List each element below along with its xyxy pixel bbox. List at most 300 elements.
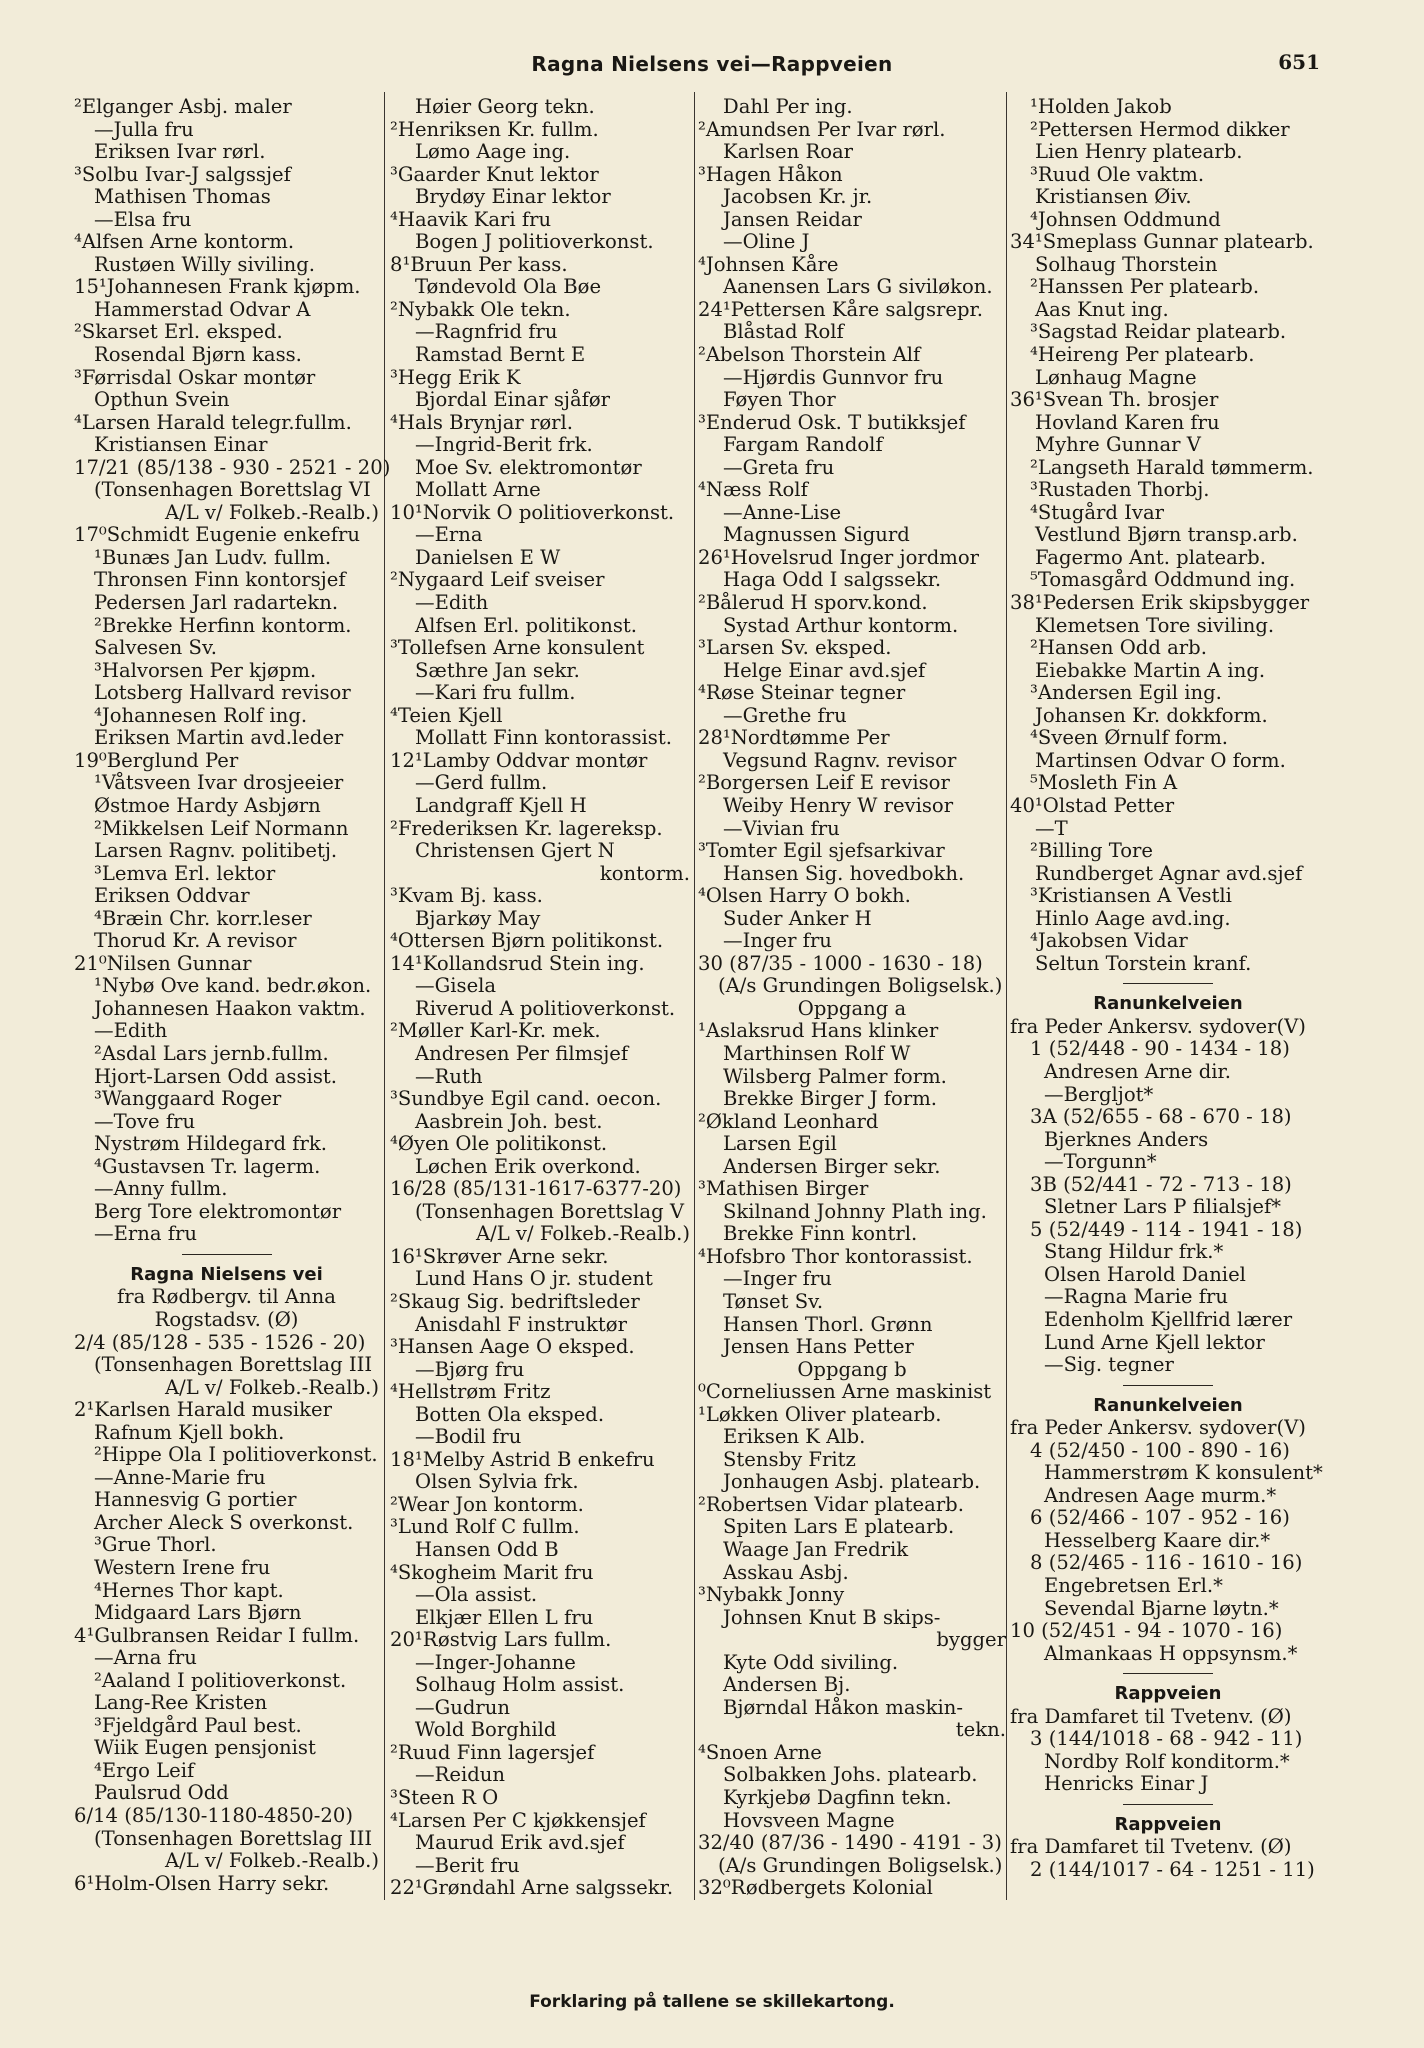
directory-entry: ⁴Ergo Leif	[94, 1758, 195, 1782]
directory-entry: Bjarkøy May	[415, 906, 541, 930]
directory-entry: Rosendal Bjørn kass.	[94, 343, 302, 367]
directory-entry: —Anne-Lise	[723, 500, 842, 524]
directory-entry: (Tonsenhagen Borettslag V	[415, 1199, 684, 1223]
directory-entry: ⁴Johnsen Kåre	[698, 252, 839, 276]
directory-entry: —Grethe fru	[723, 703, 847, 727]
directory-entry: ²Borgersen Leif E revisor	[698, 771, 950, 795]
directory-entry: 21⁰Nilsen Gunnar	[74, 951, 252, 975]
directory-entry: Western Irene fru	[94, 1556, 271, 1579]
directory-entry: Hansen Sig. hovedbokh.	[723, 861, 965, 885]
directory-entry: ³Wanggaard Roger	[94, 1087, 282, 1111]
directory-entry: 34¹Smeplass Gunnar platearb.	[1010, 230, 1314, 254]
directory-entry: Moe Sv. elektromontør	[415, 455, 642, 479]
directory-entry: ⁴Stugård Ivar	[1030, 500, 1164, 524]
directory-entry: ³Tollefsen Arne konsulent	[390, 636, 645, 660]
directory-entry: 6¹Holm-Olsen Harry sekr.	[74, 1871, 330, 1895]
directory-entry: ⁴Johnsen Oddmund	[1030, 207, 1221, 231]
directory-entry: fra Damfaret til Tvetenv. (Ø)	[1010, 1704, 1292, 1728]
directory-entry: Myhre Gunnar V	[1035, 433, 1201, 457]
directory-entry: ³Larsen Sv. eksped.	[698, 636, 892, 660]
directory-entry: Karlsen Roar	[723, 140, 854, 164]
directory-entry: Hansen Thorl. Grønn	[723, 1312, 933, 1336]
directory-entry: Lotsberg Hallvard revisor	[94, 681, 351, 705]
directory-entry: Andersen Bj.	[723, 1673, 851, 1697]
directory-entry: Larsen Ragnv. politibetj.	[94, 839, 338, 863]
directory-entry: Oppgang b	[797, 1357, 907, 1381]
directory-entry: ⁴Snoen Arne	[698, 1740, 822, 1764]
directory-entry: ³Lemva Erl. lektor	[94, 861, 276, 885]
directory-entry: —Julla fru	[94, 117, 194, 141]
directory-entry: —Anny fullm.	[94, 1177, 228, 1201]
directory-entry: Hesselberg Kaare dir.*	[1044, 1528, 1271, 1552]
directory-entry: —Sig. tegner	[1044, 1353, 1174, 1377]
directory-entry: ⁴Larsen Per C kjøkkensjef	[390, 1808, 646, 1832]
directory-column-4	[1010, 96, 1326, 1882]
directory-entry: Paulsrud Odd	[94, 1781, 229, 1805]
directory-entry: ⁴Heireng Per platearb.	[1030, 343, 1255, 367]
street-heading: Rappveien	[1114, 1813, 1222, 1835]
directory-entry: Danielsen E W	[415, 545, 561, 569]
directory-entry: Jonhaugen Asbj. platearb.	[723, 1470, 981, 1494]
directory-entry: Olsen Harold Daniel	[1044, 1262, 1246, 1286]
directory-entry: Olsen Sylvia frk.	[415, 1470, 579, 1494]
directory-entry: Bogen J politioverkonst.	[415, 230, 654, 254]
directory-entry: ⁴Næss Rolf	[698, 478, 808, 502]
directory-entry: Berg Tore elektromontør	[94, 1199, 342, 1223]
directory-entry: ⁴Skogheim Marit fru	[390, 1560, 594, 1584]
directory-entry: Brekke Birger J form.	[723, 1087, 938, 1111]
directory-entry: 18¹Melby Astrid B enkefru	[390, 1447, 655, 1471]
directory-entry: ⁴Olsen Harry O bokh.	[698, 884, 911, 908]
directory-entry: Lund Arne Kjell lektor	[1044, 1330, 1265, 1354]
directory-entry: ⁴Larsen Harald telegr.fullm.	[74, 410, 352, 434]
directory-entry: Bjørndal Håkon maskin-	[723, 1695, 963, 1719]
directory-entry: —Anne-Marie fru	[94, 1465, 266, 1489]
directory-entry: ⁴Hernes Thor kapt.	[94, 1578, 284, 1602]
directory-entry: —Bjørg fru	[415, 1357, 525, 1381]
directory-entry: ⁴Johannesen Rolf ing.	[94, 703, 308, 727]
directory-entry: ⁴Hals Brynjar rørl.	[390, 410, 574, 434]
directory-entry: A/L v/ Folkeb.-Realb.)	[164, 500, 379, 524]
directory-entry: Lang-Ree Kristen	[94, 1691, 268, 1715]
directory-entry: Johnsen Knut B skips-	[723, 1605, 941, 1629]
directory-entry: Nordby Rolf konditorm.*	[1044, 1749, 1290, 1773]
directory-entry: tekn.	[955, 1718, 1006, 1742]
directory-entry: Botten Ola eksped.	[415, 1402, 605, 1426]
directory-entry: ³Kristiansen A Vestli	[1030, 884, 1232, 908]
directory-entry: ³Ruud Ole vaktm.	[1030, 162, 1205, 186]
directory-entry: Thorud Kr. A revisor	[94, 929, 297, 953]
directory-entry: —Oline J	[723, 230, 810, 254]
directory-entry: Hinlo Aage avd.ing.	[1035, 906, 1231, 930]
directory-entry: Wiik Eugen pensjonist	[94, 1736, 316, 1760]
directory-entry: Hjort-Larsen Odd assist.	[94, 1064, 337, 1088]
directory-entry: Waage Jan Fredrik	[723, 1538, 909, 1561]
directory-entry: fra Damfaret til Tvetenv. (Ø)	[1010, 1835, 1292, 1859]
directory-entry: 17⁰Schmidt Eugenie enkefru	[74, 523, 360, 547]
directory-entry: Tønset Sv.	[723, 1289, 824, 1313]
directory-entry: Hansen Odd B	[415, 1538, 559, 1561]
directory-entry: Tøndevold Ola Bøe	[415, 275, 602, 299]
directory-entry: Lund Hans O jr. student	[415, 1267, 653, 1291]
directory-entry: ²Brekke Herfinn kontorm.	[94, 613, 352, 637]
directory-entry: Nystrøm Hildegard frk.	[94, 1132, 327, 1156]
directory-entry: Sletner Lars P filialsjef*	[1044, 1195, 1282, 1219]
directory-entry: —Gerd fullm.	[415, 771, 548, 795]
directory-entry: Johannesen Haakon vaktm.	[94, 996, 366, 1020]
directory-entry: 2¹Karlsen Harald musiker	[74, 1398, 332, 1422]
directory-entry: Riverud A politioverkonst.	[415, 996, 676, 1020]
directory-entry: ²Økland Leonhard	[698, 1109, 879, 1133]
directory-entry: 16/28 (85/131-1617-6377-20)	[390, 1177, 682, 1201]
directory-entry: 36¹Svean Th. brosjer	[1010, 388, 1219, 412]
directory-entry: Løchen Erik overkond.	[415, 1154, 641, 1178]
directory-entry: Marthinsen Rolf W	[723, 1041, 911, 1065]
directory-entry: A/L v/ Folkeb.-Realb.)	[164, 1375, 379, 1399]
directory-entry: Anisdahl F instruktør	[415, 1312, 627, 1336]
directory-entry: ²Aaland I politioverkonst.	[94, 1668, 347, 1692]
directory-entry: Aas Knut ing.	[1035, 297, 1169, 321]
directory-entry: —Vivian fru	[723, 816, 840, 840]
directory-entry: 26¹Hovelsrud Inger jordmor	[698, 545, 980, 569]
directory-entry: ⁴Hofsbro Thor kontorassist.	[698, 1244, 973, 1268]
directory-entry: Kristiansen Einar	[94, 433, 268, 457]
directory-entry: ³Førrisdal Oskar montør	[74, 365, 316, 389]
directory-entry: —Edith	[94, 1019, 168, 1043]
street-heading: Rappveien	[1114, 1683, 1222, 1705]
directory-entry: ³Sagstad Reidar platearb.	[1030, 320, 1287, 344]
directory-entry: Kristiansen Øiv.	[1035, 185, 1192, 209]
column-rule	[694, 92, 695, 1900]
directory-entry: —Tove fru	[94, 1109, 196, 1133]
directory-entry: Engebretsen Erl.*	[1044, 1574, 1223, 1597]
directory-entry: A/L v/ Folkeb.-Realb.)	[164, 1849, 379, 1873]
directory-entry: Brydøy Einar lektor	[415, 185, 611, 209]
directory-entry: 16¹Skrøver Arne sekr.	[390, 1244, 609, 1268]
directory-entry: ³Steen R O	[390, 1786, 499, 1810]
directory-entry: ³Grue Thorl.	[94, 1533, 217, 1557]
directory-entry: ²Abelson Thorstein Alf	[698, 343, 921, 367]
directory-entry: ¹Bunæs Jan Ludv. fullm.	[94, 545, 332, 569]
directory-entry: Johansen Kr. dokkform.	[1035, 703, 1268, 727]
directory-entry: Vegsund Ragnv. revisor	[723, 748, 957, 772]
directory-entry: ³Mathisen Birger	[698, 1177, 869, 1201]
directory-entry: ³Rustaden Thorbj.	[1030, 478, 1210, 502]
directory-entry: Eriksen Oddvar	[94, 884, 250, 908]
directory-entry: fra Peder Ankersv. sydover(V)	[1010, 1014, 1306, 1038]
directory-entry: ⁴Sveen Ørnulf form.	[1030, 726, 1229, 750]
directory-entry: Føyen Thor	[723, 388, 836, 412]
directory-entry: Brekke Finn kontrl.	[723, 1222, 918, 1246]
directory-entry: ³Fjeldgård Paul best.	[94, 1713, 302, 1737]
directory-entry: Edenholm Kjellfrid lærer	[1044, 1307, 1293, 1331]
directory-entry: Hammerstrøm K konsulent*	[1044, 1461, 1323, 1485]
directory-entry: Mathisen Thomas	[94, 185, 271, 209]
directory-entry: Skilnand Johnny Plath ing.	[723, 1199, 987, 1223]
directory-entry: Seltun Torstein kranf.	[1035, 951, 1252, 975]
directory-entry: ³Enderud Osk. T butikksjef	[698, 410, 966, 434]
directory-entry: ²Mikkelsen Leif Normann	[94, 816, 349, 840]
directory-entry: ¹Løkken Oliver platearb.	[698, 1402, 942, 1426]
directory-entry: 20¹Røstvig Lars fullm.	[390, 1628, 612, 1652]
page-title: Ragna Nielsens vei—Rappveien	[531, 52, 893, 76]
directory-entry: 40¹Olstad Petter	[1010, 793, 1175, 817]
directory-entry: —Greta fru	[723, 455, 835, 479]
directory-entry: 10 (52/451 - 94 - 1070 - 16)	[1010, 1619, 1283, 1643]
directory-entry: —Ingrid-Berit frk.	[415, 433, 593, 457]
directory-entry: Wilsberg Palmer form.	[723, 1064, 947, 1088]
directory-entry: Oppgang a	[797, 996, 907, 1020]
directory-entry: Magnussen Sigurd	[723, 523, 910, 547]
directory-entry: Archer Aleck S overkonst.	[94, 1510, 354, 1534]
directory-entry: ²Pettersen Hermod dikker	[1030, 117, 1290, 141]
directory-entry: ³Gaarder Knut lektor	[390, 162, 599, 186]
directory-entry: (A/s Grundingen Boligselsk.)	[718, 974, 1003, 998]
directory-entry: —Ruth	[415, 1064, 483, 1088]
directory-entry: —Arna fru	[94, 1646, 197, 1670]
directory-entry: ⁴Røse Steinar tegner	[698, 681, 906, 705]
directory-entry: —Elsa fru	[94, 207, 192, 231]
directory-entry: ³Andersen Egil ing.	[1030, 681, 1222, 705]
directory-entry: ³Nybakk Jonny	[698, 1583, 845, 1607]
directory-entry: 3 (144/1018 - 68 - 942 - 11)	[1030, 1727, 1303, 1751]
directory-entry: 24¹Pettersen Kåre salgsrepr.	[698, 297, 983, 321]
directory-entry: ³Halvorsen Per kjøpm.	[94, 658, 317, 682]
directory-entry: 22¹Grøndahl Arne salgssekr.	[390, 1876, 674, 1900]
directory-entry: ²Frederiksen Kr. lagereksp.	[390, 816, 663, 840]
directory-entry: ²Amundsen Per Ivar rørl.	[698, 117, 946, 141]
directory-entry: Haga Odd I salgssekr.	[723, 568, 942, 592]
directory-entry: ²Langseth Harald tømmerm.	[1030, 455, 1314, 479]
directory-entry: ²Skarset Erl. eksped.	[74, 320, 283, 344]
directory-entry: ²Nygaard Leif sveiser	[390, 568, 605, 592]
directory-entry: 8¹Bruun Per kass.	[390, 252, 568, 276]
directory-entry: Fargam Randolf	[723, 433, 883, 457]
directory-entry: Elkjær Ellen L fru	[415, 1605, 594, 1629]
directory-entry: ³Tomter Egil sjefsarkivar	[698, 839, 945, 863]
directory-entry: Solbakken Johs. platearb.	[723, 1763, 978, 1787]
directory-entry: ⁰Corneliussen Arne maskinist	[698, 1380, 992, 1404]
directory-entry: Hovsveen Magne	[723, 1808, 895, 1832]
directory-entry: 10¹Norvik O politioverkonst.	[390, 500, 675, 524]
directory-entry: (A/s Grundingen Boligselsk.)	[718, 1853, 1003, 1877]
directory-column-1	[74, 95, 391, 1895]
column-rule	[384, 92, 385, 1900]
directory-entry: 4 (52/450 - 100 - 890 - 16)	[1030, 1438, 1290, 1462]
directory-entry: ⁴Alfsen Arne kontorm.	[74, 230, 295, 254]
directory-entry: ⁴Ottersen Bjørn politikonst.	[390, 929, 664, 953]
directory-entry: Opthun Svein	[94, 388, 230, 412]
directory-entry: Lien Henry platearb.	[1035, 140, 1243, 164]
directory-entry: Weiby Henry W revisor	[723, 793, 954, 817]
directory-entry: Blåstad Rolf	[723, 320, 844, 344]
directory-entry: Almankaas H oppsynsm.*	[1044, 1641, 1298, 1665]
directory-entry: 8 (52/465 - 116 - 1610 - 16)	[1030, 1551, 1303, 1575]
directory-entry: Asskau Asbj.	[723, 1560, 849, 1584]
directory-entry: Rogstadsv. (Ø)	[154, 1307, 299, 1331]
directory-entry: —Gudrun	[415, 1695, 511, 1719]
directory-entry: Andresen Arne dir.	[1044, 1059, 1231, 1083]
directory-entry: Suder Anker H	[723, 906, 872, 930]
directory-entry: Jansen Reidar	[723, 207, 862, 231]
directory-entry: —Kari fru fullm.	[415, 681, 576, 705]
directory-entry: ³Kvam Bj. kass.	[390, 884, 543, 908]
directory-entry: ²Bålerud H sporv.kond.	[698, 591, 928, 615]
directory-entry: —Erna	[415, 523, 483, 547]
directory-entry: —Reidun	[415, 1763, 505, 1787]
section-divider	[1010, 1796, 1326, 1810]
directory-entry: 38¹Pedersen Erik skipsbygger	[1010, 591, 1310, 615]
directory-entry: —Erna fru	[94, 1222, 198, 1246]
directory-entry: ³Hegg Erik K	[390, 365, 521, 389]
directory-entry: Andresen Per filmsjef	[415, 1041, 629, 1065]
directory-entry: —Inger fru	[723, 1267, 832, 1291]
directory-entry: 28¹Nordtømme Per	[698, 726, 890, 750]
directory-column-3	[698, 96, 1006, 1900]
directory-entry: ²Hanssen Per platearb.	[1030, 275, 1260, 299]
directory-entry: —Inger-Johanne	[415, 1650, 576, 1674]
directory-entry: ⁴Øyen Ole politikonst.	[390, 1132, 608, 1156]
directory-entry: 15¹Johannesen Frank kjøpm.	[74, 275, 361, 299]
directory-entry: ²Asdal Lars jernb.fullm.	[94, 1041, 329, 1065]
directory-entry: Vestlund Bjørn transp.arb.	[1035, 523, 1298, 547]
directory-entry: Klemetsen Tore siviling.	[1035, 613, 1275, 637]
directory-entry: 30 (87/35 - 1000 - 1630 - 18)	[698, 951, 983, 975]
directory-entry: Eriksen K Alb.	[723, 1425, 866, 1449]
directory-entry: 32/40 (87/36 - 1490 - 4191 - 3)	[698, 1831, 1002, 1855]
directory-entry: fra Rødbergv. til Anna	[117, 1285, 336, 1309]
directory-entry: —Ola assist.	[415, 1583, 538, 1607]
directory-entry: Lønhaug Magne	[1035, 365, 1197, 389]
footer-note: Forklaring på tallene se skillekartong.	[529, 1992, 895, 2012]
directory-entry: Mollatt Arne	[415, 478, 541, 502]
directory-entry: ²Billing Tore	[1030, 839, 1154, 863]
directory-entry: ³Lund Rolf C fullm.	[390, 1515, 580, 1539]
directory-entry: 2 (144/1017 - 64 - 1251 - 11)	[1030, 1858, 1315, 1882]
directory-entry: Kyte Odd siviling.	[723, 1650, 899, 1674]
directory-entry: 3B (52/441 - 72 - 713 - 18)	[1030, 1172, 1292, 1196]
directory-entry: Aanensen Lars G siviløkon.	[723, 275, 993, 299]
directory-entry: ⁴Hellstrøm Fritz	[390, 1380, 551, 1404]
directory-entry: ⁴Haavik Kari fru	[390, 207, 552, 231]
directory-entry: Solhaug Thorstein	[1035, 252, 1218, 276]
directory-entry: —Bergljot*	[1044, 1082, 1154, 1106]
section-divider	[1010, 1665, 1326, 1679]
directory-entry: (Tonsenhagen Borettslag III	[94, 1353, 373, 1377]
directory-entry: 6 (52/466 - 107 - 952 - 16)	[1030, 1506, 1290, 1530]
directory-column-2	[390, 96, 690, 1900]
directory-entry: 1 (52/448 - 90 - 1434 - 18)	[1030, 1037, 1290, 1061]
directory-entry: —Ragna Marie fru	[1044, 1285, 1228, 1309]
street-heading: Ragna Nielsens vei	[130, 1263, 323, 1285]
directory-entry: ³Hansen Aage O eksped.	[390, 1335, 635, 1359]
directory-entry: ²Robertsen Vidar platearb.	[698, 1492, 964, 1516]
directory-entry: Dahl Per ing.	[723, 95, 853, 118]
directory-entry: —Ragnfrid fru	[415, 320, 558, 344]
directory-entry: Thronsen Finn kontorsjef	[94, 568, 346, 592]
directory-entry: A/L v/ Folkeb.-Realb.)	[475, 1222, 690, 1246]
directory-entry: Jensen Hans Petter	[723, 1335, 914, 1359]
directory-entry: Eriksen Martin avd.leder	[94, 726, 344, 750]
directory-entry: —Gisela	[415, 974, 497, 998]
directory-entry: Landgraff Kjell H	[415, 793, 587, 817]
directory-entry: Wold Borghild	[415, 1718, 557, 1742]
directory-entry: Stensby Fritz	[723, 1447, 856, 1471]
directory-entry: fra Peder Ankersv. sydover(V)	[1010, 1416, 1306, 1440]
directory-entry: Martinsen Odvar O form.	[1035, 748, 1286, 772]
directory-entry: —Bodil fru	[415, 1425, 522, 1449]
directory-entry: Henricks Einar J	[1044, 1772, 1209, 1796]
directory-entry: ⁴Jakobsen Vidar	[1030, 929, 1188, 953]
directory-entry: Hannesvig G portier	[94, 1488, 297, 1512]
directory-entry: ²Hansen Odd arb.	[1030, 636, 1207, 660]
directory-entry: ¹Aslaksrud Hans klinker	[698, 1019, 939, 1043]
directory-entry: 12¹Lamby Oddvar montør	[390, 748, 648, 772]
directory-entry: Pedersen Jarl radartekn.	[94, 591, 339, 615]
directory-entry: ⁵Tomasgård Oddmund ing.	[1030, 568, 1296, 592]
directory-entry: ²Wear Jon kontorm.	[390, 1492, 584, 1516]
directory-entry: Høier Georg tekn.	[415, 95, 595, 118]
directory-entry: Bjerknes Anders	[1044, 1127, 1209, 1151]
directory-entry: ⁴Bræin Chr. korr.leser	[94, 906, 312, 930]
directory-entry: ²Skaug Sig. bedriftsleder	[390, 1289, 640, 1313]
directory-entry: —Edith	[415, 591, 489, 615]
directory-entry: Alfsen Erl. politikonst.	[415, 613, 638, 637]
directory-entry: Midgaard Lars Bjørn	[94, 1601, 302, 1625]
directory-entry: 5 (52/449 - 114 - 1941 - 18)	[1030, 1217, 1303, 1241]
directory-entry: 32⁰Rødbergets Kolonial	[698, 1876, 933, 1900]
directory-entry: Lømo Aage ing.	[415, 140, 571, 164]
directory-entry: ²Hippe Ola I politioverkonst.	[94, 1443, 378, 1467]
directory-entry: —Hjørdis Gunnvor fru	[723, 365, 944, 389]
directory-entry: (Tonsenhagen Borettslag VI	[94, 478, 371, 502]
directory-entry: Fagermo Ant. platearb.	[1035, 545, 1266, 569]
directory-entry: Stang Hildur frk.*	[1044, 1240, 1224, 1264]
directory-entry: Maurud Erik avd.sjef	[415, 1831, 625, 1855]
directory-entry: ³Hagen Håkon	[698, 162, 843, 186]
directory-entry: Hammerstad Odvar A	[94, 297, 311, 321]
page-number: 651	[1278, 50, 1320, 74]
directory-entry: ⁵Mosleth Fin A	[1030, 771, 1178, 795]
directory-entry: Salvesen Sv.	[94, 636, 217, 660]
directory-entry: ²Ruud Finn lagersjef	[390, 1740, 595, 1764]
directory-entry: ³Solbu Ivar-J salgssjef	[74, 162, 291, 186]
directory-entry: —Torgunn*	[1044, 1150, 1157, 1174]
directory-entry: ⁴Teien Kjell	[390, 703, 503, 727]
directory-entry: Solhaug Holm assist.	[415, 1673, 625, 1697]
directory-entry: (Tonsenhagen Borettslag III	[94, 1826, 373, 1850]
directory-entry: Christensen Gjert N	[415, 839, 615, 863]
directory-entry: Jacobsen Kr. jr.	[723, 185, 873, 209]
directory-entry: —Inger fru	[723, 929, 832, 953]
directory-entry: ³Sundbye Egil cand. oecon.	[390, 1087, 662, 1111]
directory-entry: Rundberget Agnar avd.sjef	[1035, 861, 1303, 885]
section-divider	[1010, 1377, 1326, 1391]
directory-entry: Systad Arthur kontorm.	[723, 613, 959, 637]
directory-entry: Kyrkjebø Dagfinn tekn.	[723, 1786, 952, 1810]
directory-entry: Rafnum Kjell bokh.	[94, 1420, 285, 1444]
directory-entry: ¹Nybø Ove kand. bedr.økon.	[94, 974, 372, 998]
directory-entry: 19⁰Berglund Per	[74, 748, 239, 772]
directory-entry: Hovland Karen fru	[1035, 410, 1220, 434]
directory-entry: —T	[1035, 816, 1068, 840]
section-divider	[74, 1246, 379, 1260]
directory-entry: bygger	[936, 1628, 1006, 1652]
directory-entry: ²Møller Karl-Kr. mek.	[390, 1019, 601, 1043]
column-rule	[1006, 92, 1007, 1900]
directory-entry: Eiebakke Martin A ing.	[1035, 658, 1266, 682]
directory-entry: Sevendal Bjarne løytn.*	[1044, 1596, 1279, 1620]
